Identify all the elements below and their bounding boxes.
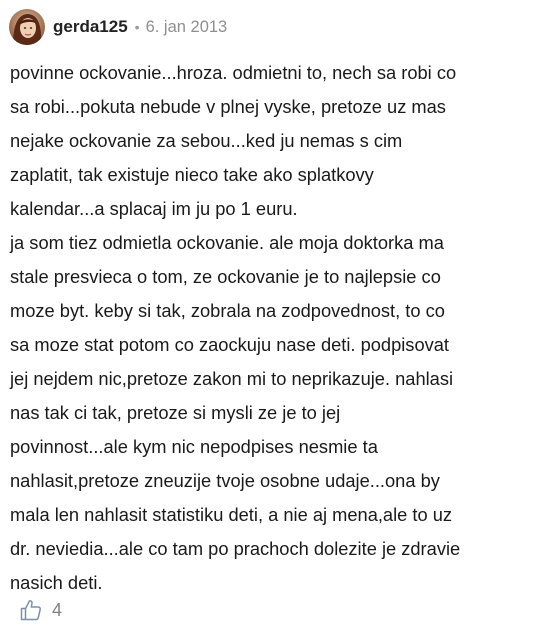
comment-line: dr. neviedia...ale co tam po prachoch dolezite je zdravie <box>10 538 461 559</box>
comment-line: mala len nahlasit statistiku deti, a nie aj mena,ale to uz <box>10 504 453 525</box>
comment-line: nahlasit,pretoze zneuzije tvoje osobne udaje...ona by <box>10 470 440 491</box>
comment-body <box>10 56 526 600</box>
comment-line: moze byt. keby si tak, zobrala na zodpovednost, to co <box>10 300 445 321</box>
comment-line: povinne ockovanie...hroza. odmietni to, nech sa robi co <box>10 62 457 83</box>
comment-footer <box>19 596 62 624</box>
comment-line: povinnost...ale kym nic nepodpises nesmie ta <box>10 436 378 457</box>
meta-separator: • <box>134 19 140 35</box>
thumbs-up-icon <box>19 598 43 622</box>
comment-header <box>9 8 227 46</box>
like-count: 4 <box>52 599 63 620</box>
comment-line: nasich deti. <box>10 572 103 593</box>
comment-line: jej nejdem nic,pretoze zakon mi to neprikazuje. nahlasi <box>10 368 454 389</box>
like-button[interactable] <box>19 598 62 622</box>
comment-line: stale presvieca o tom, ze ockovanie je to najlepsie co <box>10 266 441 287</box>
avatar[interactable] <box>9 9 45 45</box>
comment-line: zaplatit, tak existuje nieco take ako splatkovy <box>10 164 374 185</box>
post-date: 6. jan 2013 <box>145 17 228 36</box>
comment-line: sa robi...pokuta nebude v plnej vyske, pretoze uz mas <box>10 96 446 117</box>
comment-line: ja som tiez odmietla ockovanie. ale moja doktorka ma <box>10 232 444 253</box>
user-avatar-photo-icon <box>9 9 45 45</box>
comment-line: nejake ockovanie za sebou...ked ju nemas s cim <box>10 130 403 151</box>
comment-line: sa moze stat potom co zaockuju nase deti. podpisovat <box>10 334 449 355</box>
comment-line: kalendar...a splacaj im ju po 1 euru. <box>10 198 298 219</box>
comment-line: nas tak ci tak, pretoze si mysli ze je to jej <box>10 402 341 423</box>
author-name[interactable]: gerda125 <box>53 17 128 36</box>
